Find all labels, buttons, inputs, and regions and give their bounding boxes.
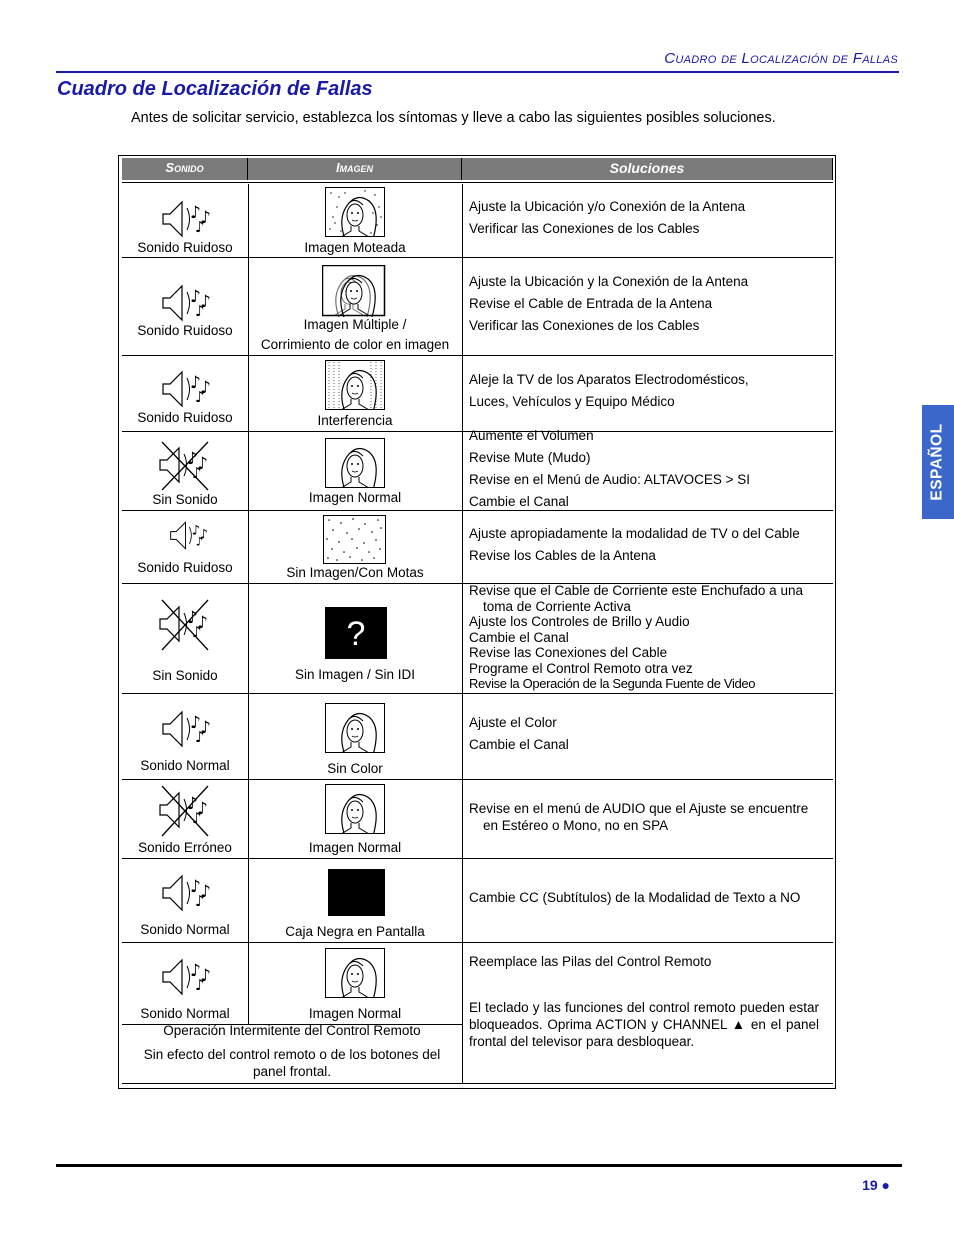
solution-item: en Estéreo o Mono, no en SPA bbox=[483, 818, 669, 833]
solution-item: Revise en el menú de AUDIO que el Ajuste se encuentre bbox=[469, 801, 809, 816]
header-solutions: Soluciones bbox=[462, 158, 833, 180]
noisy-speaker-icon bbox=[157, 194, 217, 246]
wrong-sound-speaker-icon bbox=[158, 784, 214, 838]
solution-item: Revise el Cable de Entrada de la Antena bbox=[469, 296, 713, 311]
speckled-picture-icon bbox=[325, 187, 385, 237]
footer-rule bbox=[56, 1164, 902, 1167]
muted-speaker-icon bbox=[158, 598, 214, 652]
solution-item: Programe el Control Remoto otra vez bbox=[469, 660, 693, 676]
normal-picture-icon bbox=[325, 438, 385, 488]
row-divider bbox=[122, 1083, 833, 1084]
sound-label: Sonido Ruidoso bbox=[137, 410, 233, 425]
image-label: Imagen Normal bbox=[308, 840, 402, 855]
solutions-cell bbox=[469, 425, 825, 513]
solutions-cell bbox=[469, 583, 825, 692]
solution-item: Cambie el Canal bbox=[469, 629, 569, 645]
intro-text: Antes de solicitar servicio, establezca los síntomas y lleve a cabo las siguientes posibles soluciones. bbox=[131, 110, 776, 126]
solution-item: Ajuste los Controles de Brillo y Audio bbox=[469, 614, 690, 629]
solutions-cell bbox=[469, 271, 825, 337]
remote-issue-title: Operación Intermitente del Control Remoto bbox=[163, 1023, 421, 1038]
normal-speaker-icon bbox=[157, 952, 217, 1004]
multiple-image-picture-icon bbox=[322, 265, 386, 317]
black-box-picture-icon bbox=[328, 869, 385, 916]
image-label: Imagen Normal bbox=[308, 490, 402, 505]
sound-label: Sonido Ruidoso bbox=[137, 323, 233, 338]
sound-label: Sonido Normal bbox=[140, 922, 230, 937]
language-tab-label: ESPAÑOL bbox=[929, 423, 946, 501]
row-divider bbox=[122, 257, 833, 258]
column-divider bbox=[248, 184, 249, 1025]
solution-item: Ajuste apropiadamente la modalidad de TV o del Cable bbox=[469, 526, 800, 541]
snow-picture-icon bbox=[323, 515, 387, 565]
row-divider bbox=[122, 779, 833, 780]
sound-label: Sonido Normal bbox=[140, 1006, 230, 1021]
troubleshooting-table bbox=[122, 158, 833, 1084]
sound-label: Sonido Ruidoso bbox=[137, 240, 233, 255]
solutions-cell bbox=[469, 800, 825, 834]
muted-speaker-icon bbox=[158, 440, 214, 492]
image-label: Imagen Múltiple / bbox=[303, 317, 407, 332]
header-sound: Sonido bbox=[122, 158, 248, 180]
solution-item: Revise que el Cable de Corriente este Enchufado a una bbox=[469, 583, 803, 598]
svg-text:?: ? bbox=[346, 615, 366, 653]
no-picture-screen-icon bbox=[325, 607, 387, 659]
solution-item: Cambie el Canal bbox=[469, 737, 569, 752]
row-divider bbox=[122, 858, 833, 859]
noisy-speaker-icon bbox=[157, 364, 217, 416]
noisy-speaker-small-icon bbox=[166, 516, 210, 560]
solutions-cell bbox=[469, 712, 825, 756]
row-divider bbox=[122, 355, 833, 356]
header-image: Imagen bbox=[248, 158, 462, 180]
solution-item: Aumente el Volumen bbox=[469, 428, 594, 443]
solution-item: Verificar las Conexiones de los Cables bbox=[469, 318, 700, 333]
image-label: Sin Color bbox=[327, 761, 383, 776]
row-divider bbox=[122, 942, 833, 943]
running-head: Cuadro de Localización de Fallas bbox=[664, 50, 898, 67]
image-label: Interferencia bbox=[317, 413, 393, 428]
solution-item: Revise en el Menú de Audio: ALTAVOCES > SI bbox=[469, 472, 751, 487]
image-label: Caja Negra en Pantalla bbox=[285, 924, 425, 939]
page-title: Cuadro de Localización de Fallas bbox=[57, 78, 373, 100]
sound-label: Sonido Normal bbox=[140, 758, 230, 773]
header-double-rule bbox=[122, 180, 833, 183]
row-divider bbox=[122, 693, 833, 694]
sound-label: Sonido Ruidoso bbox=[137, 560, 233, 575]
solutions-cell bbox=[469, 523, 825, 567]
sound-label: Sonido Erróneo bbox=[138, 840, 232, 855]
image-label: Sin Imagen / Sin IDI bbox=[294, 667, 416, 682]
image-label: Imagen Normal bbox=[308, 1006, 402, 1021]
image-label: Imagen Moteada bbox=[304, 240, 406, 255]
column-divider bbox=[462, 184, 463, 1084]
solutions-cell bbox=[469, 887, 825, 909]
solution-item: Revise Mute (Mudo) bbox=[469, 450, 591, 465]
solution-item: Luces, Vehículos y Equipo Médico bbox=[469, 394, 675, 409]
solution-item: Cambie el Canal bbox=[469, 494, 569, 509]
header-rule bbox=[56, 71, 899, 73]
image-label: Corrimiento de color en imagen bbox=[260, 337, 450, 352]
remote-solution: El teclado y las funciones del control remoto pueden estar bloqueados. Oprima ACTION y CHANNEL ▲ en el panel frontal del televisor para desbloquear. bbox=[469, 1000, 819, 1049]
solution-item: Revise las Conexiones del Cable bbox=[469, 645, 668, 660]
normal-speaker-icon bbox=[157, 868, 217, 920]
sound-label: Sin Sonido bbox=[152, 492, 218, 507]
solution-item: Reemplace las Pilas del Control Remoto bbox=[469, 954, 712, 969]
solutions-cell bbox=[469, 951, 825, 973]
normal-picture-icon bbox=[325, 784, 385, 834]
solution-item: Ajuste la Ubicación y/o Conexión de la Antena bbox=[469, 199, 746, 214]
sound-label: Sin Sonido bbox=[152, 668, 218, 683]
interference-picture-icon bbox=[325, 360, 385, 410]
solution-item: Ajuste la Ubicación y la Conexión de la Antena bbox=[469, 274, 749, 289]
solutions-cell bbox=[469, 196, 825, 240]
no-color-picture-icon bbox=[325, 703, 385, 753]
solution-item: Verificar las Conexiones de los Cables bbox=[469, 221, 700, 236]
remote-issue-description: Sin efecto del control remoto o de los botones del panel frontal. bbox=[143, 1047, 441, 1079]
solution-item: Revise la Operación de la Segunda Fuente de Video bbox=[469, 676, 756, 691]
page-number: 19 ● bbox=[862, 1177, 890, 1193]
solution-item: Revise los Cables de la Antena bbox=[469, 548, 656, 563]
image-label: Sin Imagen/Con Motas bbox=[286, 565, 424, 580]
solution-item: toma de Corriente Activa bbox=[483, 598, 631, 614]
normal-speaker-icon bbox=[157, 704, 217, 756]
language-tab bbox=[922, 405, 954, 519]
solution-item: Ajuste el Color bbox=[469, 715, 557, 730]
solution-item: Aleje la TV de los Aparatos Electrodomésticos, bbox=[469, 372, 749, 387]
solution-item: Cambie CC (Subtítulos) de la Modalidad de Texto a NO bbox=[469, 890, 801, 905]
solutions-cell bbox=[469, 369, 825, 413]
normal-picture-icon bbox=[325, 948, 385, 998]
